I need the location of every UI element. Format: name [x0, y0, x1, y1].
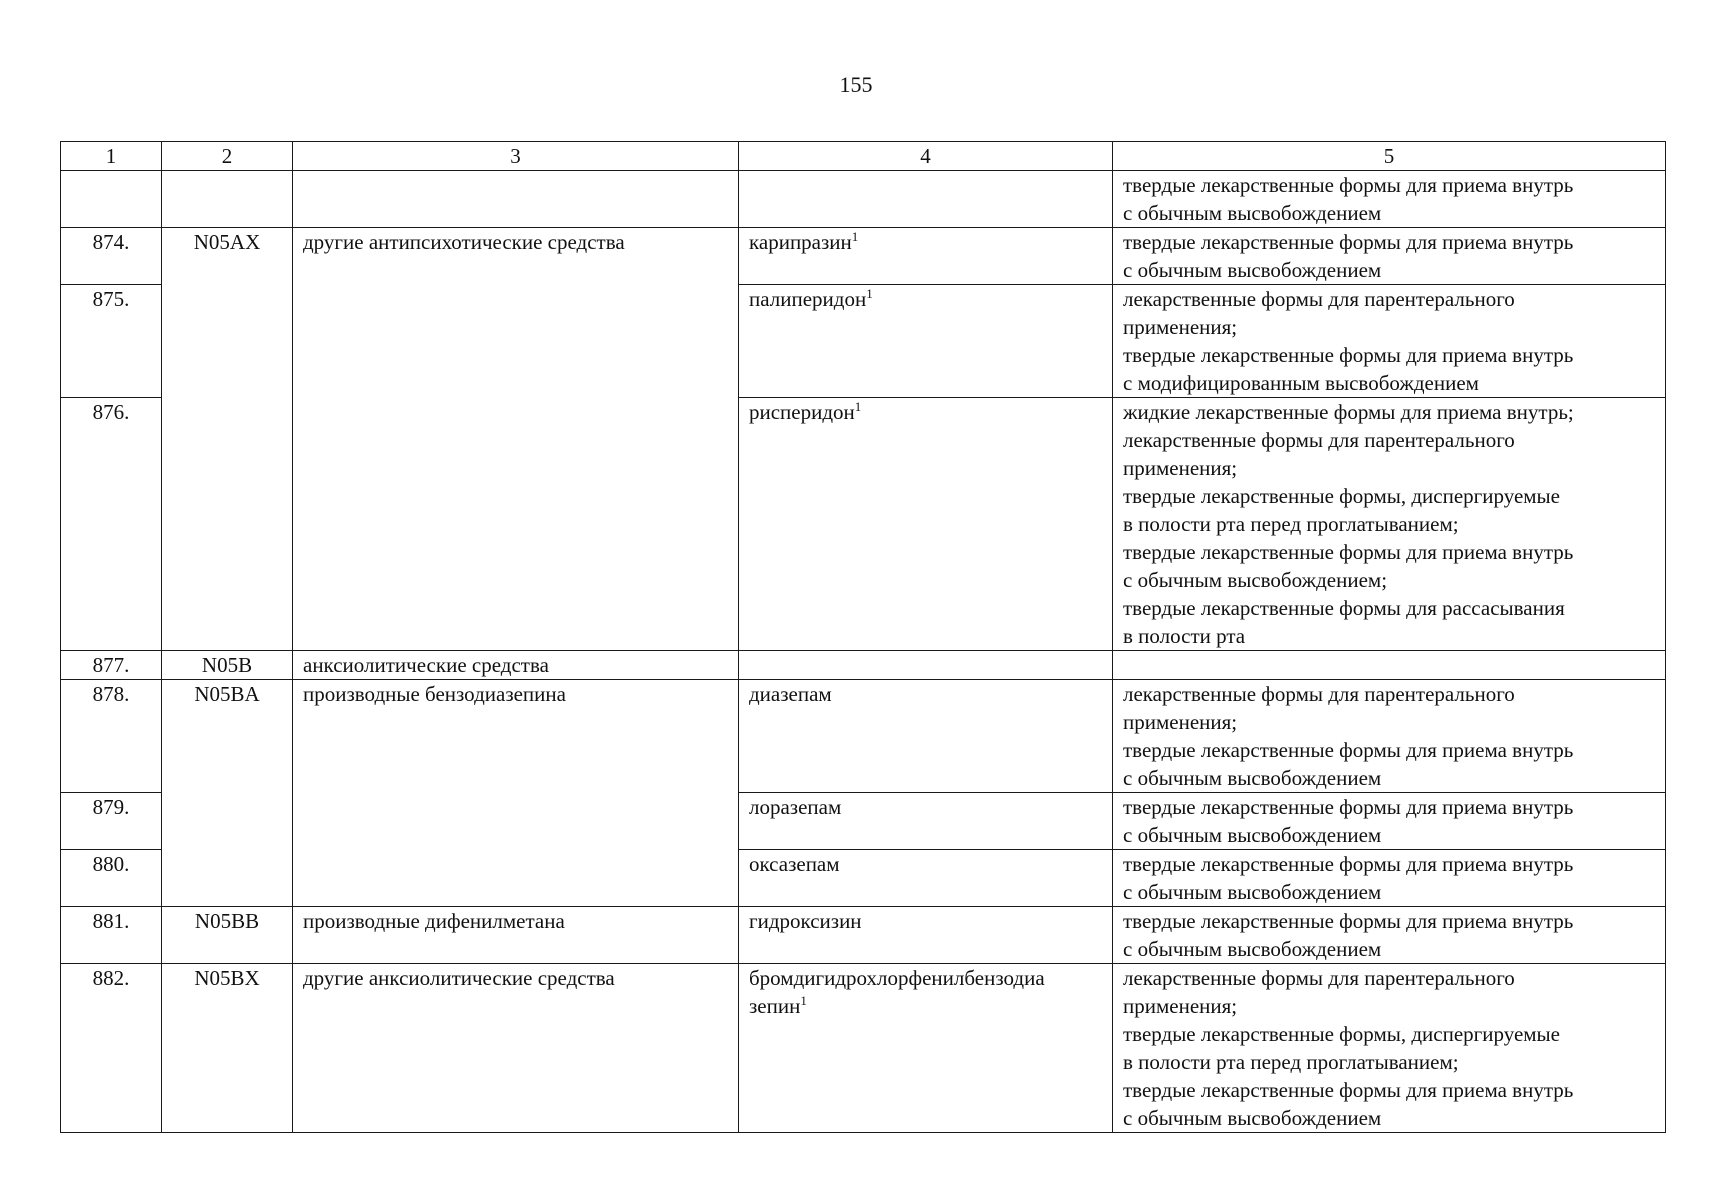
drug-name-line: [749, 285, 1102, 313]
row-number-cell: 875.: [61, 285, 162, 398]
text-line: твердые лекарственные формы для приема внутрь: [1123, 1078, 1574, 1102]
text-line: с обычным высвобождением: [1123, 880, 1382, 904]
text-line: лекарственные формы для парентерального: [1123, 966, 1515, 990]
drug-name-cell: [739, 171, 1113, 228]
row-number-cell: [61, 171, 162, 228]
column-header: 3: [293, 142, 739, 171]
text-line: с модифицированным высвобождением: [1123, 371, 1479, 395]
drug-name-cell: [739, 285, 1113, 398]
text-line: твердые лекарственные формы для приема внутрь: [1123, 795, 1574, 819]
text-line: с обычным высвобождением: [1123, 201, 1382, 225]
drug-name-text: рисперидон: [749, 400, 855, 424]
dosage-forms-cell: [1113, 680, 1666, 793]
drug-name-line: [749, 850, 1102, 878]
drug-name-line: [749, 228, 1102, 256]
text-line: с обычным высвобождением: [1123, 937, 1382, 961]
table-row: [61, 680, 1666, 793]
drug-name-line: [749, 680, 1102, 708]
text-line: твердые лекарственные формы, диспергируемые: [1123, 484, 1560, 508]
text-line: применения;: [1123, 710, 1238, 734]
group-name-cell: другие анксиолитические средства: [293, 964, 739, 1133]
table-row: [61, 964, 1666, 1133]
text-line: применения;: [1123, 994, 1238, 1018]
table-row: [61, 907, 1666, 964]
text-line: твердые лекарственные формы для приема внутрь: [1123, 343, 1574, 367]
atc-code-cell: N05BX: [162, 964, 293, 1133]
drug-name-cell: [739, 850, 1113, 907]
drug-name-text: диазепам: [749, 682, 832, 706]
group-name-cell: [293, 171, 739, 228]
row-number-cell: 877.: [61, 651, 162, 680]
drug-name-text: лоразепам: [749, 795, 842, 819]
text-line: с обычным высвобождением: [1123, 823, 1382, 847]
atc-code-cell: N05BB: [162, 907, 293, 964]
dosage-forms-cell: [1113, 964, 1666, 1133]
footnote-marker: 1: [851, 229, 859, 244]
header-row: [61, 142, 1666, 171]
drug-name-line: [749, 964, 1102, 992]
text-line: твердые лекарственные формы для приема внутрь: [1123, 540, 1574, 564]
atc-code-cell: N05AX: [162, 228, 293, 651]
text-line: применения;: [1123, 456, 1238, 480]
drug-name-text: бромдигидрохлорфенилбензодиа: [749, 966, 1045, 990]
text-line: твердые лекарственные формы для рассасывания: [1123, 596, 1565, 620]
dosage-forms-cell: [1113, 171, 1666, 228]
drug-name-cell: [739, 964, 1113, 1133]
row-number-cell: 879.: [61, 793, 162, 850]
drug-name-text: оксазепам: [749, 852, 840, 876]
dosage-forms-cell: [1113, 228, 1666, 285]
row-number-cell: 876.: [61, 398, 162, 651]
column-header: 2: [162, 142, 293, 171]
page-number: 155: [839, 72, 873, 97]
footnote-marker: 1: [854, 399, 862, 414]
row-number-cell: 881.: [61, 907, 162, 964]
drug-name-line: [749, 398, 1102, 426]
drug-name-cell: [739, 793, 1113, 850]
text-line: в полости рта: [1123, 624, 1246, 648]
text-line: применения;: [1123, 315, 1238, 339]
text-line: с обычным высвобождением: [1123, 258, 1382, 282]
text-line: твердые лекарственные формы, диспергируемые: [1123, 1022, 1560, 1046]
drug-name-line: [749, 793, 1102, 821]
drug-name-line: [749, 907, 1102, 935]
text-line: с обычным высвобождением: [1123, 1106, 1382, 1130]
atc-code-cell: N05B: [162, 651, 293, 680]
text-line: твердые лекарственные формы для приема внутрь: [1123, 738, 1574, 762]
text-line: твердые лекарственные формы для приема внутрь: [1123, 852, 1574, 876]
atc-code-cell: N05BA: [162, 680, 293, 907]
text-line: в полости рта перед проглатыванием;: [1123, 512, 1459, 536]
dosage-forms-cell: [1113, 793, 1666, 850]
drug-name-text: палиперидон: [749, 287, 867, 311]
atc-code-cell: [162, 171, 293, 228]
dosage-forms-cell: [1113, 285, 1666, 398]
drug-name-cell: [739, 907, 1113, 964]
row-number-cell: 882.: [61, 964, 162, 1133]
column-header: 1: [61, 142, 162, 171]
dosage-forms-cell: [1113, 398, 1666, 651]
footnote-marker: 1: [866, 286, 873, 301]
text-line: твердые лекарственные формы для приема внутрь: [1123, 909, 1574, 933]
text-line: с обычным высвобождением: [1123, 766, 1382, 790]
text-line: лекарственные формы для парентерального: [1123, 428, 1515, 452]
column-header: 4: [739, 142, 1113, 171]
drug-name-cell: [739, 228, 1113, 285]
drug-name-text: зепин: [749, 994, 801, 1018]
drug-name-text: карипразин: [749, 230, 852, 254]
drug-name-cell: [739, 651, 1113, 680]
row-number-cell: 880.: [61, 850, 162, 907]
text-line: лекарственные формы для парентерального: [1123, 287, 1515, 311]
table-row: [61, 171, 1666, 228]
dosage-forms-cell: [1113, 651, 1666, 680]
drug-name-cell: [739, 398, 1113, 651]
drug-name-line: [749, 992, 1102, 1020]
row-number-cell: 874.: [61, 228, 162, 285]
text-line: с обычным высвобождением;: [1123, 568, 1388, 592]
group-name-cell: анксиолитические средства: [293, 651, 739, 680]
table-row: [61, 228, 1666, 285]
dosage-forms-cell: [1113, 907, 1666, 964]
drug-name-cell: [739, 680, 1113, 793]
medication-table: [60, 141, 1666, 1133]
table-row: [61, 651, 1666, 680]
text-line: в полости рта перед проглатыванием;: [1123, 1050, 1459, 1074]
text-line: твердые лекарственные формы для приема внутрь: [1123, 230, 1574, 254]
row-number-cell: 878.: [61, 680, 162, 793]
text-line: твердые лекарственные формы для приема внутрь: [1123, 173, 1574, 197]
group-name-cell: производные дифенилметана: [293, 907, 739, 964]
text-line: лекарственные формы для парентерального: [1123, 682, 1515, 706]
group-name-cell: другие антипсихотические средства: [293, 228, 739, 651]
dosage-forms-cell: [1113, 850, 1666, 907]
column-header: 5: [1113, 142, 1666, 171]
footnote-marker: 1: [800, 993, 807, 1008]
text-line: жидкие лекарственные формы для приема внутрь;: [1123, 400, 1574, 424]
drug-name-text: гидроксизин: [749, 909, 862, 933]
group-name-cell: производные бензодиазепина: [293, 680, 739, 907]
